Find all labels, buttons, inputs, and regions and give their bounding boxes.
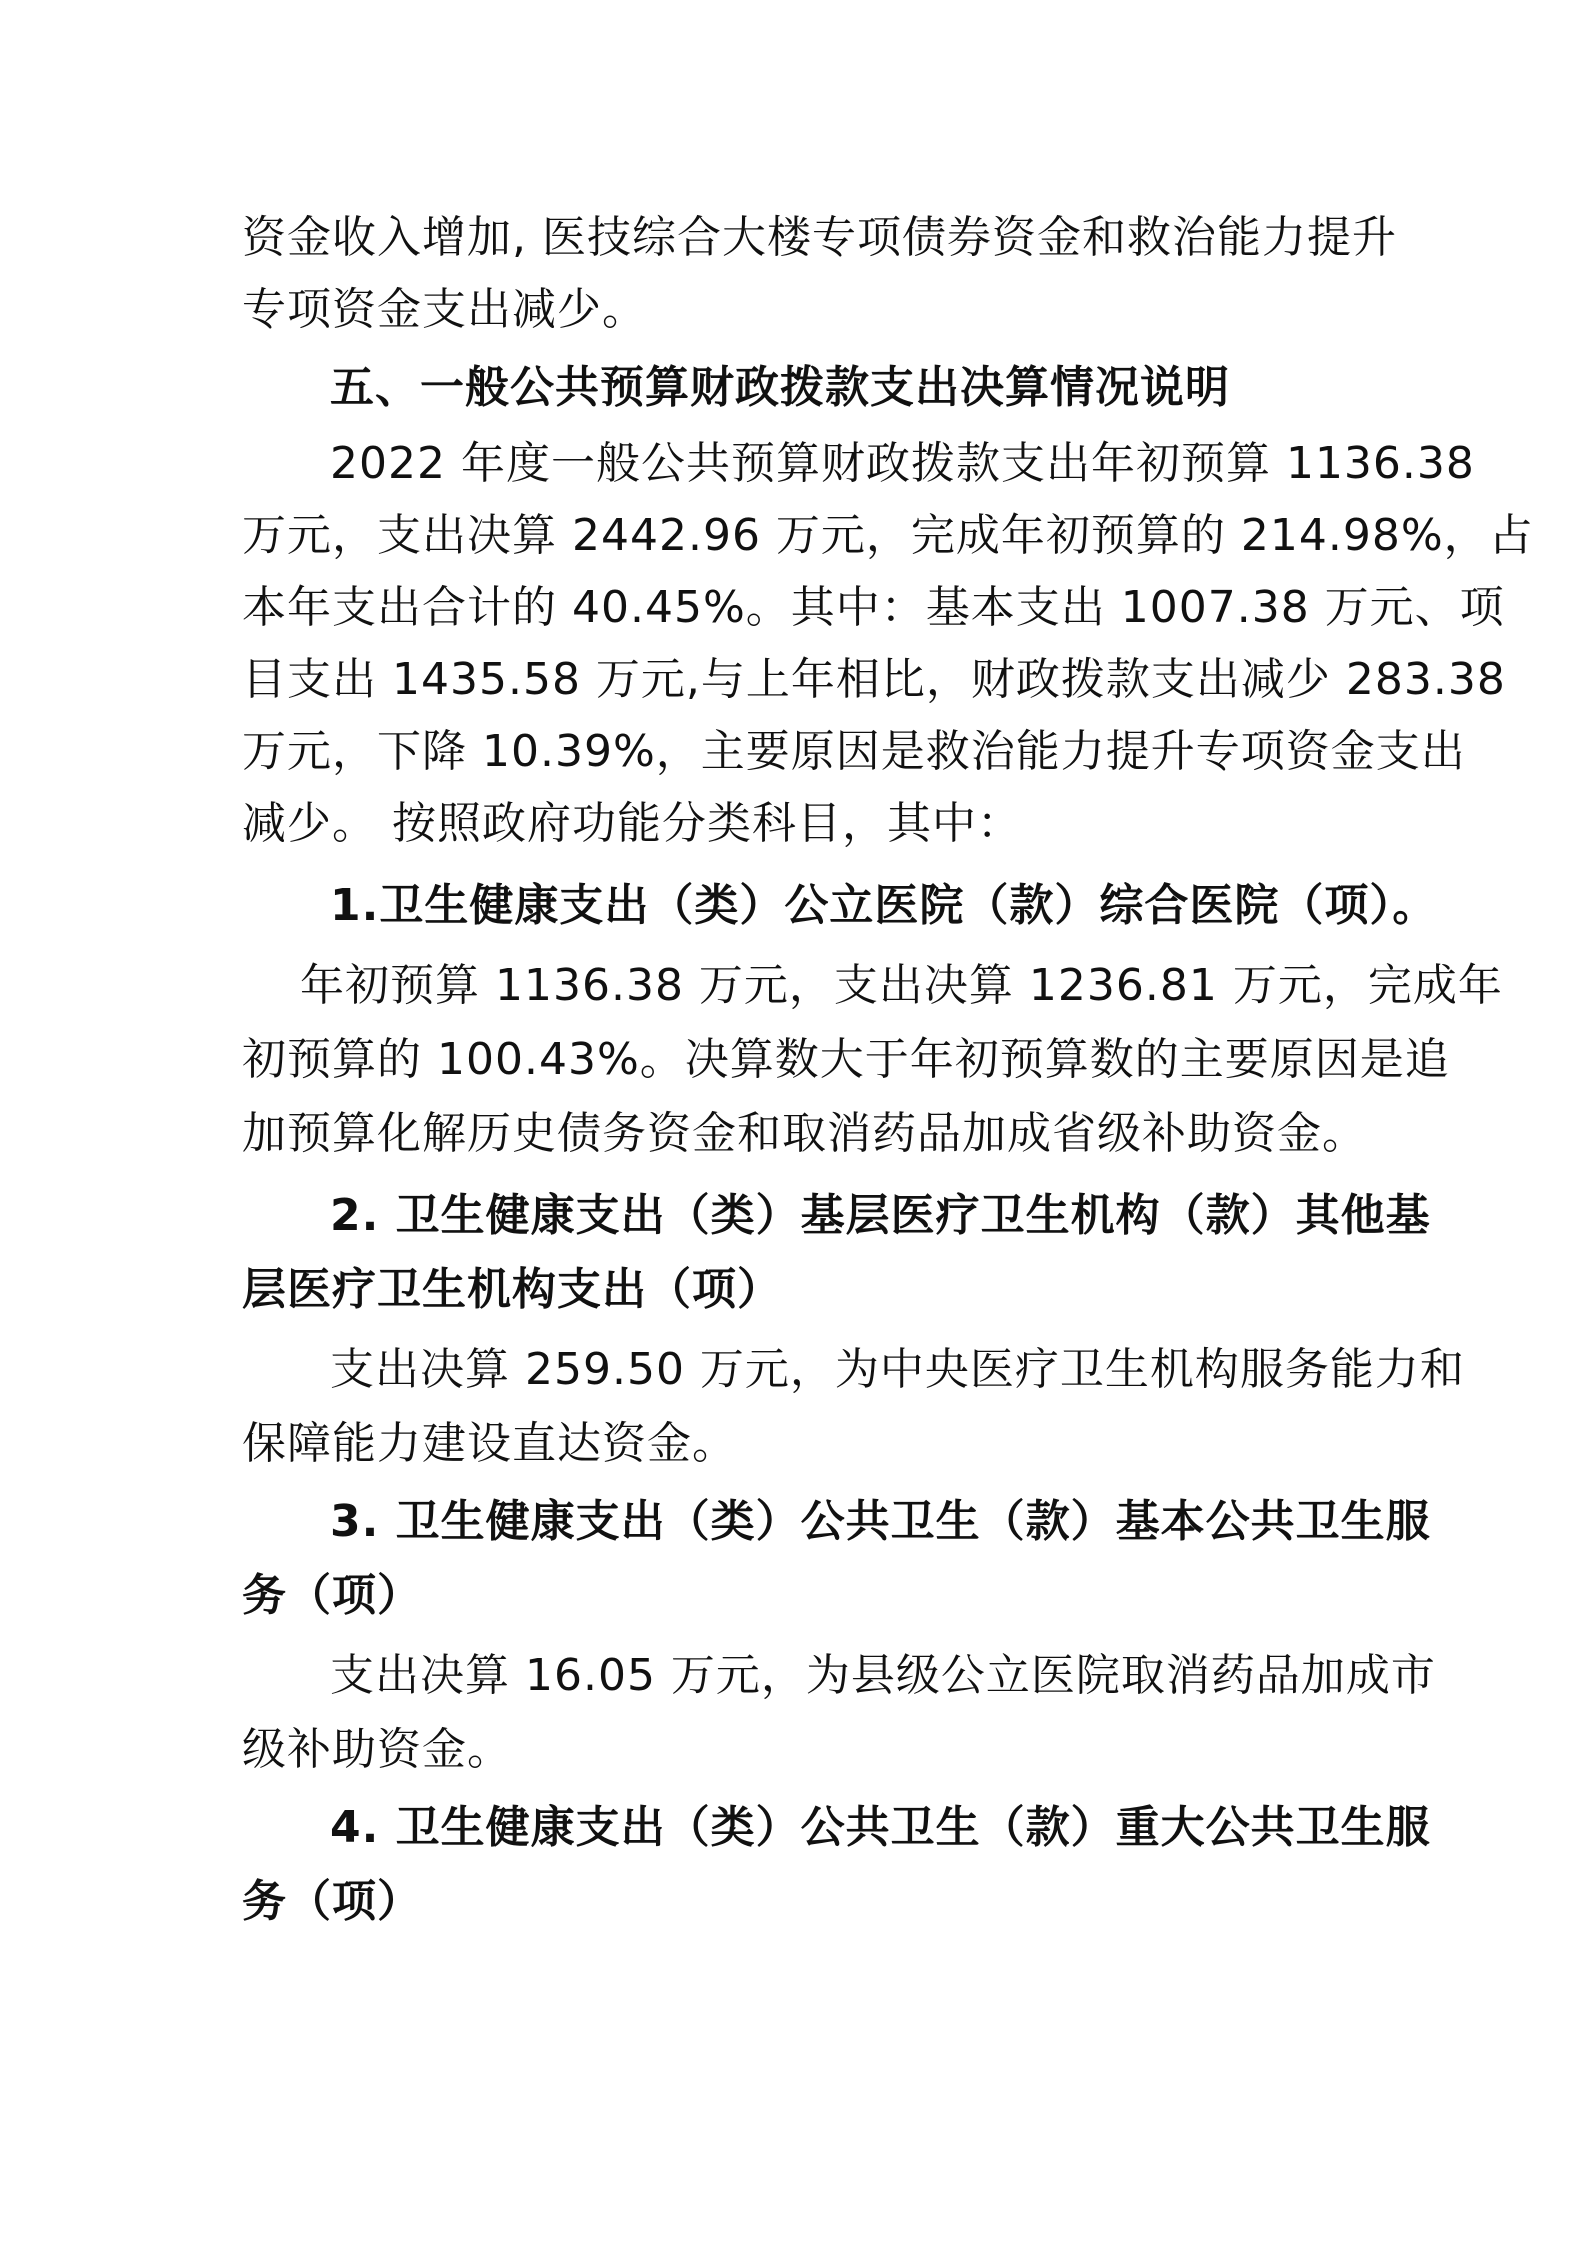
text-line: 支出决算 259.50 万元，为中央医疗卫生机构服务能力和 <box>330 1344 1465 1395</box>
subsection-heading: 2. 卫生健康支出（类）基层医疗卫生机构（款）其他基 <box>330 1190 1431 1241</box>
text-line: 专项资金支出减少。 <box>242 284 647 335</box>
text-line: 年初预算 1136.38 万元，支出决算 1236.81 万元，完成年 <box>300 960 1503 1011</box>
text-line: 万元，支出决算 2442.96 万元，完成年初预算的 214.98%，占 <box>242 510 1534 561</box>
section-heading: 五、一般公共预算财政拨款支出决算情况说明 <box>330 362 1230 413</box>
text-line: 资金收入增加, 医技综合大楼专项债券资金和救治能力提升 <box>242 212 1397 263</box>
subsection-heading: 3. 卫生健康支出（类）公共卫生（款）基本公共卫生服 <box>330 1496 1431 1547</box>
text-line: 目支出 1435.58 万元,与上年相比，财政拨款支出减少 283.38 <box>242 654 1506 705</box>
text-line: 本年支出合计的 40.45%。其中：基本支出 1007.38 万元、项 <box>242 582 1505 633</box>
text-line: 加预算化解历史债务资金和取消药品加成省级补助资金。 <box>242 1108 1367 1159</box>
subsection-heading: 务（项） <box>242 1570 422 1621</box>
subsection-heading: 务（项） <box>242 1876 422 1927</box>
text-line: 万元，下降 10.39%，主要原因是救治能力提升专项资金支出 <box>242 726 1466 777</box>
text-line: 支出决算 16.05 万元，为县级公立医院取消药品加成市 <box>330 1650 1436 1701</box>
subsection-heading: 4. 卫生健康支出（类）公共卫生（款）重大公共卫生服 <box>330 1802 1431 1853</box>
text-line: 减少。 按照政府功能分类科目，其中： <box>242 798 1022 849</box>
text-line: 级补助资金。 <box>242 1724 512 1775</box>
text-line: 保障能力建设直达资金。 <box>242 1418 737 1469</box>
subsection-heading: 层医疗卫生机构支出（项） <box>242 1264 782 1315</box>
subsection-heading: 1.卫生健康支出（类）公立医院（款）综合医院（项）。 <box>330 880 1438 931</box>
text-line: 初预算的 100.43%。决算数大于年初预算数的主要原因是追 <box>242 1034 1450 1085</box>
text-line: 2022 年度一般公共预算财政拨款支出年初预算 1136.38 <box>330 438 1475 489</box>
